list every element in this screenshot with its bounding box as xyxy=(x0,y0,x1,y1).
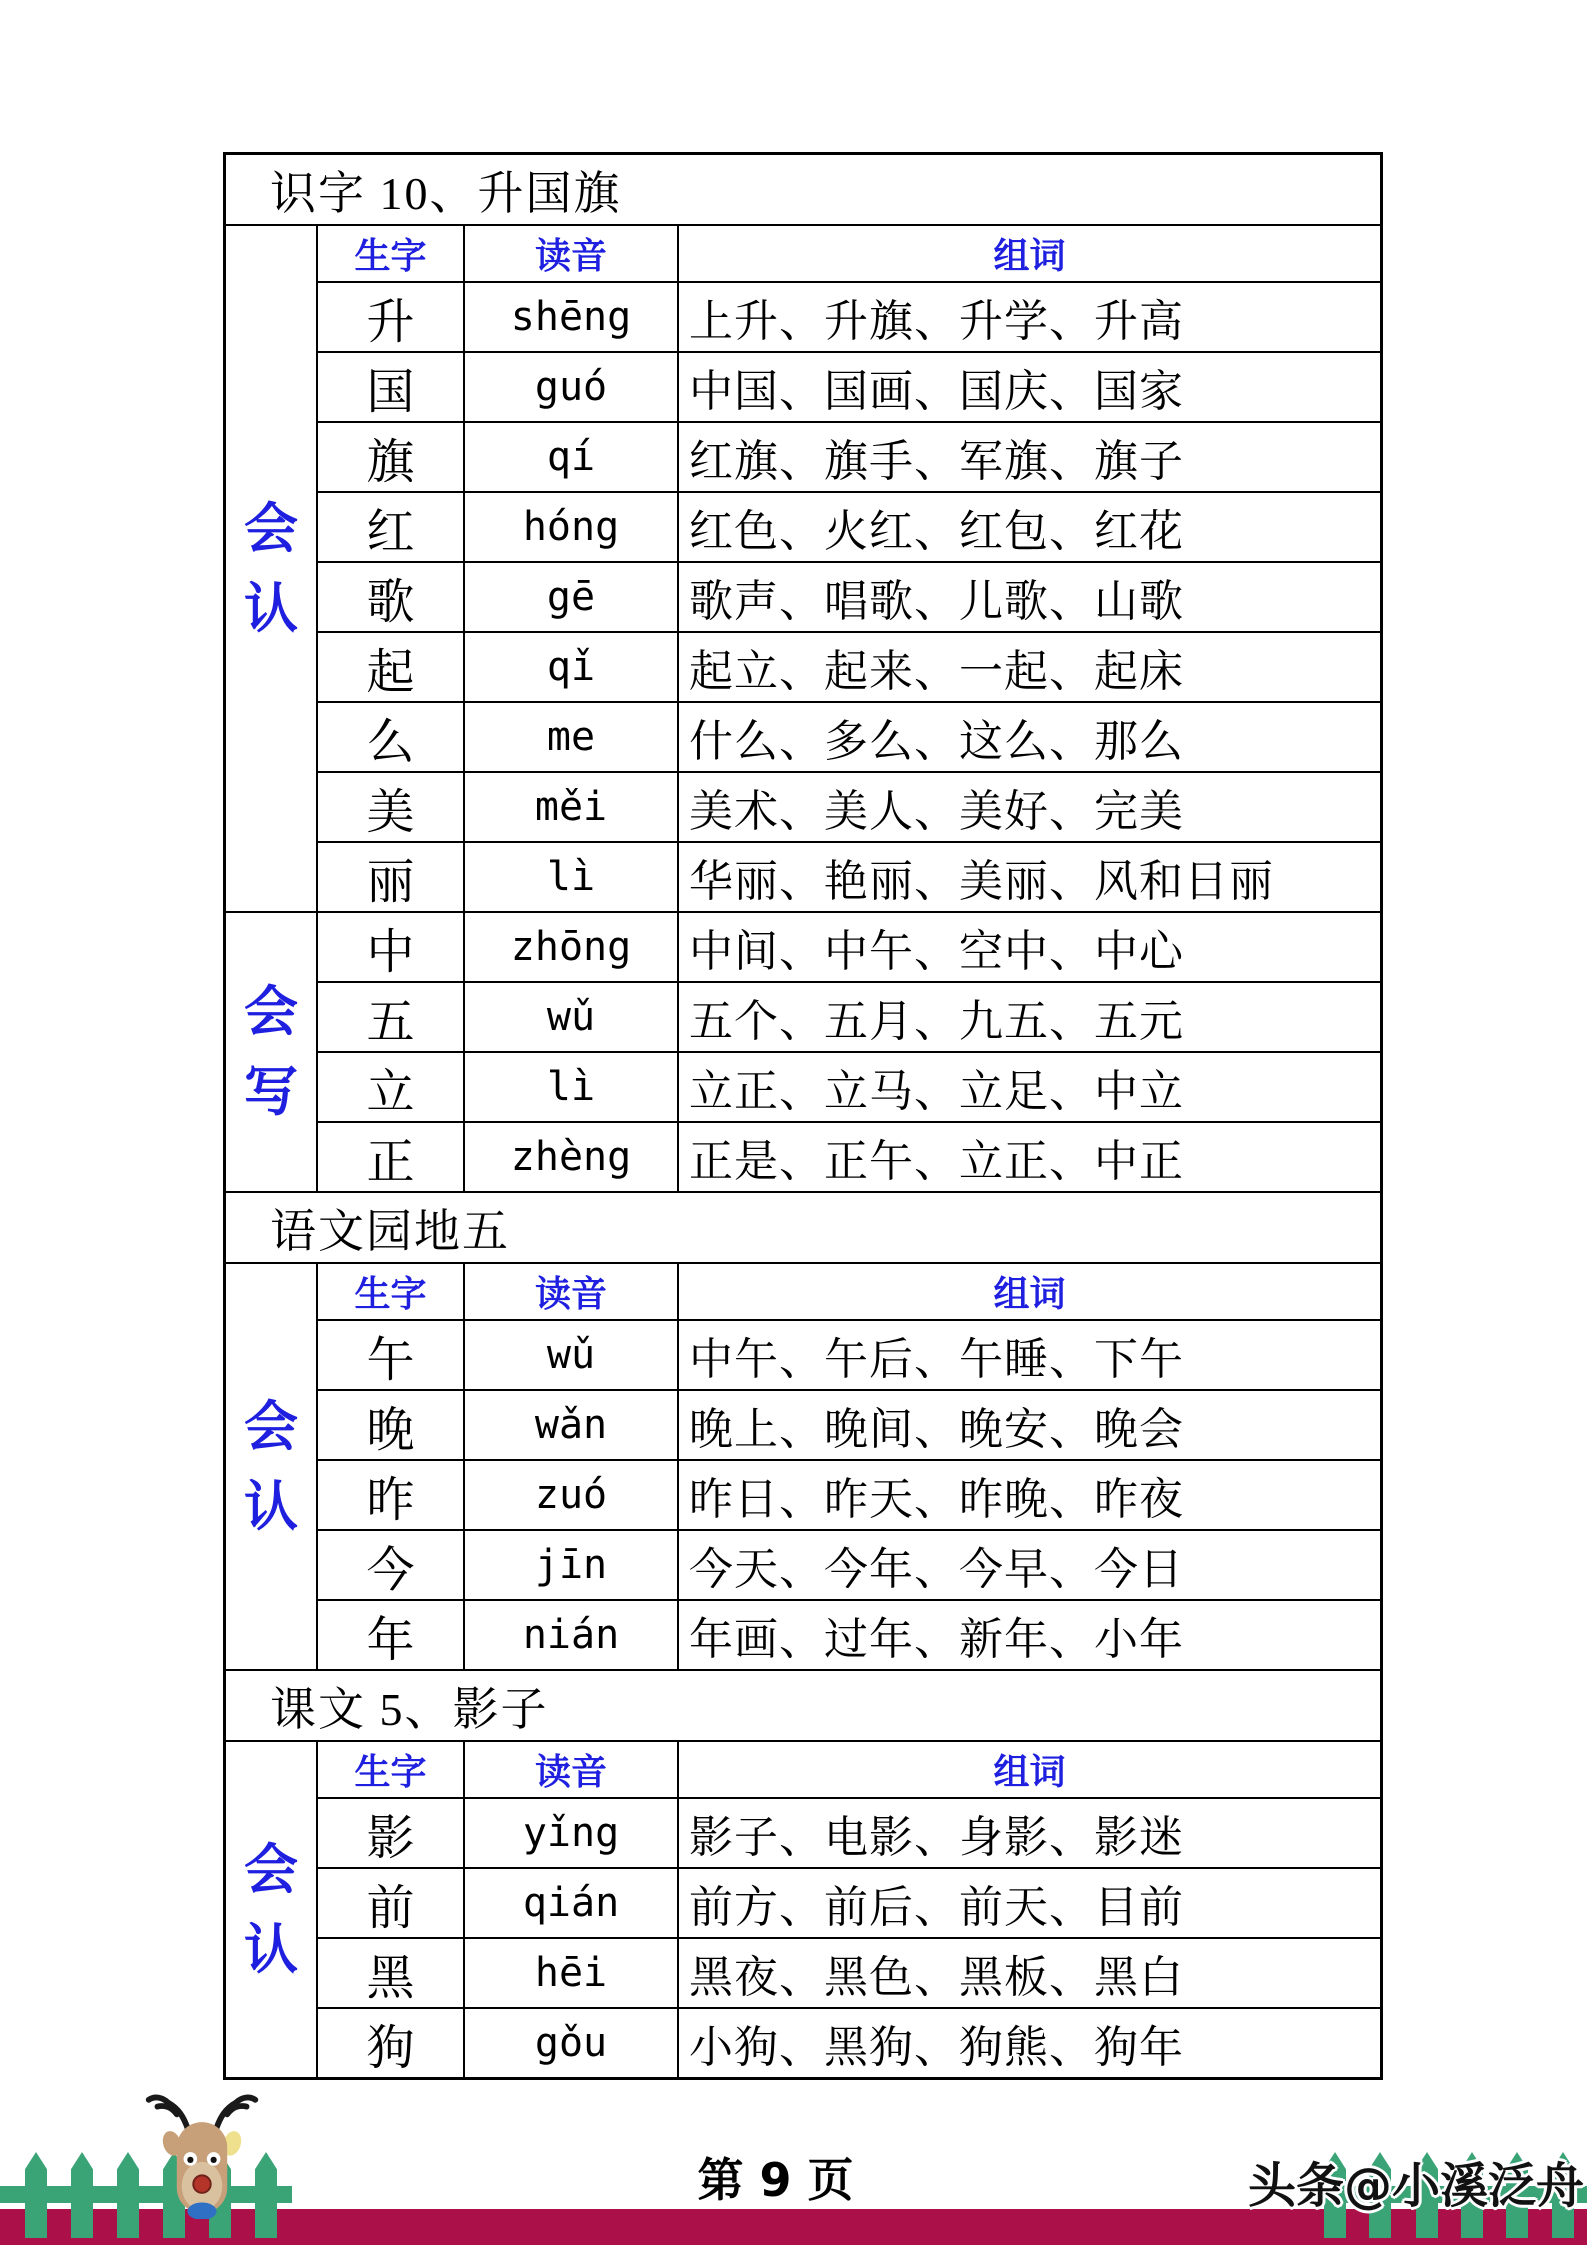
words-cell: 正是、正午、立正、中正 xyxy=(677,1121,1380,1191)
words-cell: 年画、过年、新年、小年 xyxy=(677,1599,1380,1669)
words-cell: 五个、五月、九五、五元 xyxy=(677,981,1380,1051)
table-section-kewen5 xyxy=(226,1669,1380,2077)
char-cell: 立 xyxy=(316,1051,463,1121)
words-cell: 华丽、艳丽、美丽、风和日丽 xyxy=(677,841,1380,911)
column-header-words: 组词 xyxy=(677,1264,1380,1319)
group-label-huiren xyxy=(226,226,316,911)
words-cell: 红旗、旗手、军旗、旗子 xyxy=(677,421,1380,491)
char-cell: 晚 xyxy=(316,1389,463,1459)
pinyin-cell: wǔ xyxy=(463,981,677,1051)
char-cell: 今 xyxy=(316,1529,463,1599)
group-label-char: 会 xyxy=(244,1839,298,1900)
page-number: 第 9 页 xyxy=(697,2153,854,2207)
words-cell: 歌声、唱歌、儿歌、山歌 xyxy=(677,561,1380,631)
char-cell: 狗 xyxy=(316,2007,463,2077)
words-cell: 今天、今年、今早、今日 xyxy=(677,1529,1380,1599)
char-cell: 国 xyxy=(316,351,463,421)
pinyin-cell: wǔ xyxy=(463,1319,677,1389)
watermark-text: 头条@小溪泛舟 xyxy=(1248,2158,1585,2214)
group-label-char: 认 xyxy=(244,1476,298,1537)
column-header-pinyin: 读音 xyxy=(463,1264,677,1319)
char-cell: 旗 xyxy=(316,421,463,491)
group-label-char: 会 xyxy=(244,982,298,1042)
table-section-yuwenyuandi5 xyxy=(226,1191,1380,1669)
char-cell: 起 xyxy=(316,631,463,701)
char-cell: 中 xyxy=(316,911,463,981)
group-label-char: 会 xyxy=(244,498,298,559)
words-cell: 前方、前后、前天、目前 xyxy=(677,1867,1380,1937)
vocabulary-table xyxy=(223,152,1383,2080)
pinyin-cell: lì xyxy=(463,1051,677,1121)
char-cell: 黑 xyxy=(316,1937,463,2007)
char-cell: 前 xyxy=(316,1867,463,1937)
char-cell: 影 xyxy=(316,1797,463,1867)
pinyin-cell: yǐng xyxy=(463,1797,677,1867)
group-label-huiren xyxy=(226,1742,316,2077)
char-cell: 红 xyxy=(316,491,463,561)
pinyin-cell: zhèng xyxy=(463,1121,677,1191)
section-title: 识字 10、升国旗 xyxy=(226,155,1380,226)
words-cell: 起立、起来、一起、起床 xyxy=(677,631,1380,701)
char-cell: 午 xyxy=(316,1319,463,1389)
words-cell: 中间、中午、空中、中心 xyxy=(677,911,1380,981)
group-label-char: 会 xyxy=(244,1396,298,1457)
column-header-char: 生字 xyxy=(316,1742,463,1797)
pinyin-cell: wǎn xyxy=(463,1389,677,1459)
words-cell: 上升、升旗、升学、升高 xyxy=(677,281,1380,351)
pinyin-cell: jīn xyxy=(463,1529,677,1599)
pinyin-cell: hóng xyxy=(463,491,677,561)
section-title: 语文园地五 xyxy=(226,1193,1380,1264)
char-cell: 昨 xyxy=(316,1459,463,1529)
reindeer-icon xyxy=(142,2093,262,2219)
char-cell: 歌 xyxy=(316,561,463,631)
group-label-char: 写 xyxy=(244,1062,298,1122)
section-title: 课文 5、影子 xyxy=(226,1671,1380,1742)
pinyin-cell: qǐ xyxy=(463,631,677,701)
pinyin-cell: guó xyxy=(463,351,677,421)
pinyin-cell: shēng xyxy=(463,281,677,351)
group-label-char: 认 xyxy=(244,578,298,639)
pinyin-cell: me xyxy=(463,701,677,771)
group-label-huiren xyxy=(226,1264,316,1669)
words-cell: 晚上、晚间、晚安、晚会 xyxy=(677,1389,1380,1459)
pinyin-cell: qí xyxy=(463,421,677,491)
char-cell: 五 xyxy=(316,981,463,1051)
words-cell: 昨日、昨天、昨晚、昨夜 xyxy=(677,1459,1380,1529)
words-cell: 影子、电影、身影、影迷 xyxy=(677,1797,1380,1867)
words-cell: 红色、火红、红包、红花 xyxy=(677,491,1380,561)
column-header-char: 生字 xyxy=(316,1264,463,1319)
group-label-char: 认 xyxy=(244,1919,298,1980)
column-header-words: 组词 xyxy=(677,226,1380,281)
pinyin-cell: qián xyxy=(463,1867,677,1937)
words-cell: 小狗、黑狗、狗熊、狗年 xyxy=(677,2007,1380,2077)
words-cell: 立正、立马、立足、中立 xyxy=(677,1051,1380,1121)
char-cell: 丽 xyxy=(316,841,463,911)
column-header-pinyin: 读音 xyxy=(463,1742,677,1797)
words-cell: 黑夜、黑色、黑板、黑白 xyxy=(677,1937,1380,2007)
pinyin-cell: gǒu xyxy=(463,2007,677,2077)
pinyin-cell: měi xyxy=(463,771,677,841)
pinyin-cell: lì xyxy=(463,841,677,911)
group-label-huixie xyxy=(226,911,316,1191)
column-header-pinyin: 读音 xyxy=(463,226,677,281)
words-cell: 中午、午后、午睡、下午 xyxy=(677,1319,1380,1389)
pinyin-cell: gē xyxy=(463,561,677,631)
words-cell: 什么、多么、这么、那么 xyxy=(677,701,1380,771)
pinyin-cell: hēi xyxy=(463,1937,677,2007)
words-cell: 中国、国画、国庆、国家 xyxy=(677,351,1380,421)
char-cell: 年 xyxy=(316,1599,463,1669)
pinyin-cell: zhōng xyxy=(463,911,677,981)
column-header-words: 组词 xyxy=(677,1742,1380,1797)
pinyin-cell: zuó xyxy=(463,1459,677,1529)
char-cell: 么 xyxy=(316,701,463,771)
char-cell: 美 xyxy=(316,771,463,841)
column-header-char: 生字 xyxy=(316,226,463,281)
table-section-shizi10 xyxy=(226,155,1380,1191)
char-cell: 升 xyxy=(316,281,463,351)
words-cell: 美术、美人、美好、完美 xyxy=(677,771,1380,841)
pinyin-cell: nián xyxy=(463,1599,677,1669)
char-cell: 正 xyxy=(316,1121,463,1191)
